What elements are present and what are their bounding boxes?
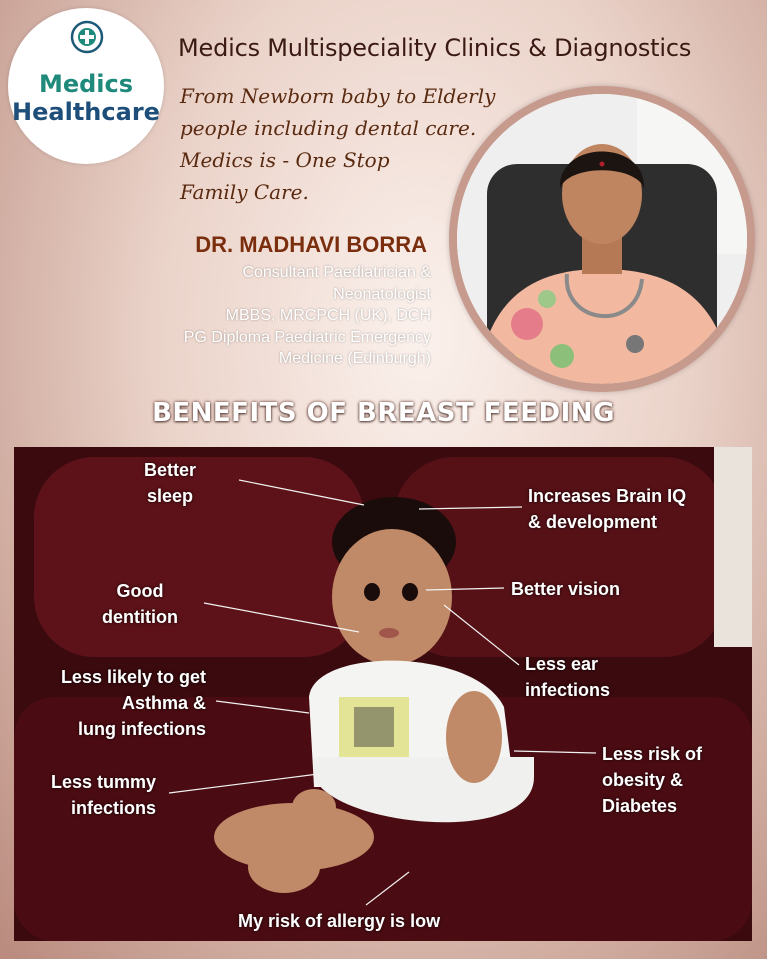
label-line: obesity & <box>602 770 684 790</box>
logo-text-medics: Medics <box>38 70 134 98</box>
label-line: Less tummy <box>50 772 156 792</box>
label-line: lung infections <box>78 719 206 739</box>
tagline-line: Family Care. <box>180 180 309 204</box>
label-good-dentition <box>102 578 178 630</box>
doctor-name: DR. MADHAVI BORRA <box>195 232 427 257</box>
label-line: sleep <box>146 486 194 506</box>
label-allergy: My risk of allergy is low <box>238 911 441 931</box>
clinic-title: Medics Multispeciality Clinics & Diagnostics <box>178 34 692 62</box>
label-line: & development <box>528 512 658 532</box>
credential-line: PG Diploma Paediatric Emergency <box>183 328 431 346</box>
label-better-vision: Better vision <box>511 579 621 599</box>
medical-cross-icon <box>70 20 104 54</box>
label-line: Good <box>116 581 164 601</box>
tagline-line: Medics is - One Stop <box>180 148 390 172</box>
label-line: Less likely to get <box>60 667 206 687</box>
label-line: Less risk of <box>602 744 703 764</box>
label-line: Better <box>144 460 197 480</box>
label-line: Diabetes <box>602 796 678 816</box>
credential-line: Consultant Paediatrician & <box>242 264 431 281</box>
label-line: infections <box>525 680 611 700</box>
tagline-line: people including dental care. <box>180 116 477 140</box>
logo-text-healthcare: Healthcare <box>12 98 160 126</box>
label-line: dentition <box>102 607 178 627</box>
tagline-line: From Newborn baby to Elderly <box>180 84 496 108</box>
doctor-credentials <box>184 262 431 370</box>
label-line: Asthma & <box>121 693 206 713</box>
credential-line: MBBS, MRCPCH (UK), DCH <box>225 307 431 324</box>
label-line: infections <box>70 798 156 818</box>
label-line: Increases Brain IQ <box>528 486 687 506</box>
label-tummy <box>34 769 156 821</box>
label-line: Less ear <box>525 654 599 674</box>
credential-line: Neonatologist <box>333 285 431 303</box>
credential-line: Medicine (Edinburgh) <box>278 350 431 367</box>
label-obesity <box>602 741 702 819</box>
label-ear-infections <box>525 651 610 703</box>
clinic-logo <box>8 8 164 164</box>
label-better-sleep <box>144 457 196 509</box>
baby-photo-panel <box>14 447 752 941</box>
doctor-photo <box>457 94 747 384</box>
label-asthma <box>34 664 206 742</box>
benefits-title: BENEFITS OF BREAST FEEDING <box>152 398 615 428</box>
label-brain-iq <box>528 483 686 535</box>
